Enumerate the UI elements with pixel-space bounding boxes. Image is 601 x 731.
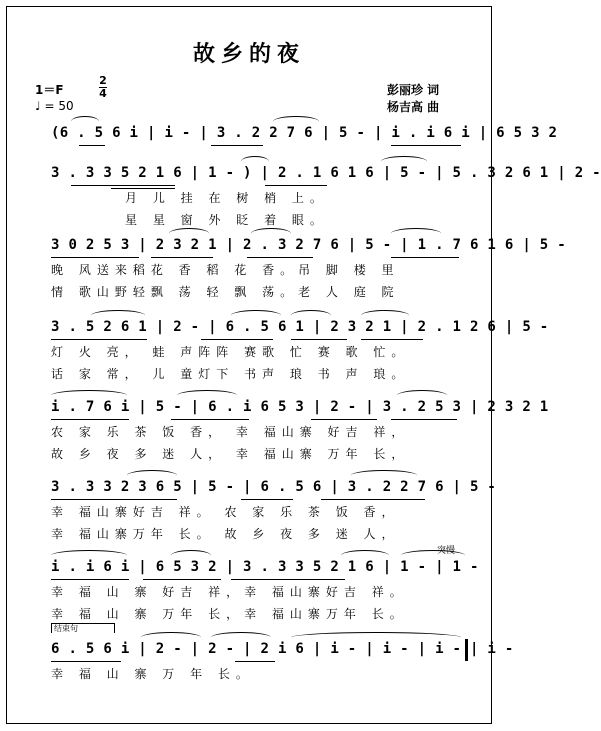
beam [361, 339, 423, 340]
notation-line [51, 237, 566, 257]
lyricist-credit: 彭丽珍 词 [387, 83, 440, 97]
beam [391, 419, 457, 420]
notes-text: 6 . 5 6 i | 2 - | 2 - | 2 i 6 | i - | i - | i - | i - [51, 641, 514, 657]
lyric-verse-1: 幸 福山寨好吉 祥。 农 家 乐 茶 饭 香， [51, 505, 400, 519]
beam [71, 185, 175, 186]
time-top: 2 [99, 74, 107, 87]
slur [341, 550, 389, 561]
score-page [6, 6, 601, 724]
beam [201, 339, 273, 340]
notation-line [51, 641, 514, 661]
slur [251, 228, 291, 239]
beam [391, 257, 459, 258]
lyric-verse-1: 幸 福 山 寨 万 年 长。 [51, 667, 254, 681]
beam [321, 499, 425, 500]
beam [143, 579, 221, 580]
beam [51, 661, 121, 662]
slur [381, 156, 427, 167]
notes-text: 3 . 3 3 2 3 6 5 | 5 - | 6 . 5 6 | 3 . 2 2 7 6 | 5 - [51, 479, 497, 495]
notation-line [51, 479, 497, 499]
notation-line [51, 165, 601, 185]
notes-text: 3 0 2 5 3 | 2 3 2 1 | 2 . 3 2 7 6 | 5 - | 1 . 7 6 1 6 | 5 - [51, 237, 566, 253]
beam [391, 145, 461, 146]
lyric-verse-2: 幸 福 山 寨 万年 长，幸 福山寨万年 长。 [51, 607, 408, 621]
beam [311, 419, 377, 420]
notation-line [51, 559, 479, 579]
slur [351, 470, 417, 481]
key-signature: 1＝F [35, 83, 64, 97]
beam [235, 661, 275, 662]
slur [231, 310, 281, 321]
beam [291, 339, 347, 340]
slur [71, 116, 99, 127]
beam [247, 257, 313, 258]
slur [391, 228, 441, 239]
beam [211, 145, 263, 146]
slur [91, 310, 145, 321]
slur [127, 470, 177, 481]
slur [291, 632, 461, 643]
beam [171, 419, 249, 420]
slur [401, 550, 465, 561]
beam [151, 257, 213, 258]
notes-text: (6 . 5 6 i | i - | 3 . 2 2 7 6 | 5 - | i . i 6 i | 6 5 3 2 [51, 125, 558, 141]
lyric-verse-1: 月 儿 挂 在 树 梢 上。 [125, 191, 328, 205]
beam [51, 499, 177, 500]
notes-text: 3 . 3 3 5 2 1 6 | 1 - ) | 2 . 1 6 1 6 | 5 - | 5 . 3 2 6 1 | 2 - [51, 165, 601, 181]
notes-text: i . i 6 i | 6 5 3 2 | 3 . 3 3 5 2 1 6 | 1 - | 1 - [51, 559, 479, 575]
time-signature [99, 76, 107, 99]
song-title: 故乡的夜 [192, 41, 305, 67]
notes-text: i . 7 6 i | 5 - | 6 . i 6 5 3 | 2 - | 3 . 2 5 3 | 2 3 2 1 [51, 399, 549, 415]
lyric-verse-2: 情 歌山野轻飘 荡 轻 飘 荡。老 人 庭 院 [51, 285, 400, 299]
slur [169, 228, 209, 239]
beam [265, 185, 327, 186]
slur [291, 310, 331, 321]
beam [241, 499, 293, 500]
composer-credit: 杨吉高 曲 [387, 100, 440, 114]
slur [241, 156, 269, 167]
slur [211, 632, 271, 643]
notation-line [51, 399, 549, 419]
beam [51, 257, 139, 258]
lyric-verse-2: 故 乡 夜 多 迷 人， 幸 福山寨 万年 长， [51, 447, 410, 461]
ending-bracket: 结束句 [51, 623, 115, 633]
slur [141, 632, 201, 643]
slur [171, 550, 211, 561]
lyric-verse-2: 幸 福山寨万年 长。 故 乡 夜 多 迷 人， [51, 527, 400, 541]
lyric-verse-1: 农 家 乐 茶 饭 香， 幸 福山寨 好吉 祥， [51, 425, 410, 439]
lyric-verse-2: 星 星 窗 外 眨 着 眼。 [125, 213, 328, 227]
slur [273, 116, 319, 127]
lyric-verse-1: 幸 福 山 寨 好吉 祥，幸 福山寨好吉 祥。 [51, 585, 408, 599]
final-barline [465, 639, 468, 661]
beam [231, 579, 345, 580]
beam [51, 419, 129, 420]
notation-line [51, 319, 549, 339]
slur [177, 390, 237, 401]
notation-line [51, 125, 558, 145]
beam [51, 339, 147, 340]
beam [51, 579, 129, 580]
notes-text: 3 . 5 2 6 1 | 2 - | 6 . 5 6 1 | 2 3 2 1 | 2 . 1 2 6 | 5 - [51, 319, 549, 335]
slur [361, 310, 409, 321]
slur [51, 390, 127, 401]
lyric-verse-2: 话 家 常， 儿 童灯下 书声 琅 书 声 琅。 [51, 367, 410, 381]
beam [79, 145, 105, 146]
tempo-mark: ♩ = 50 [35, 99, 74, 113]
slur [397, 390, 447, 401]
time-bottom: 4 [99, 87, 107, 100]
tempo-change-mark: 突慢 [437, 546, 456, 556]
slur [51, 550, 127, 561]
lyric-verse-1: 晚 风送来稻花 香 稻 花 香。吊 脚 楼 里 [51, 263, 400, 277]
lyric-verse-1: 灯 火 亮， 蛙 声阵阵 赛歌 忙 赛 歌 忙。 [51, 345, 410, 359]
